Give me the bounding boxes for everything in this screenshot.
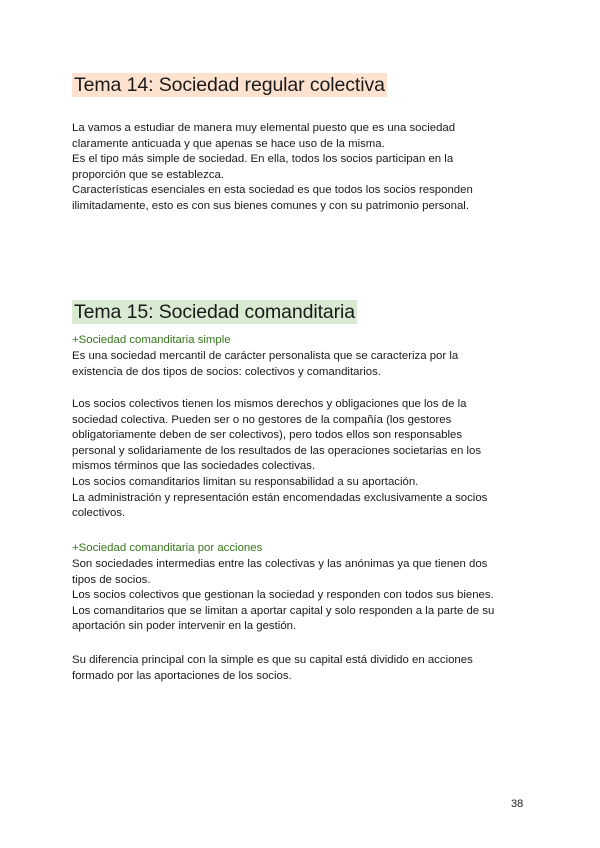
simple-body-paragraph: Los socios colectivos tienen los mismos derechos y obligaciones que los de la sociedad colectiva. Pueden ser o no gestores de la compañía (los gestores obligatoriamente deben de ser colectivos), pero todos ellos son responsables personal y solidariamente de los resultados de las operaciones societarias en los mismos términos que las sociedades colectivas. Los socios comanditarios limitan su responsabilidad a su aportación. La administración y representación están encomendadas exclusivamente a socios colectivos. xyxy=(72,398,488,520)
tema14-title: Tema 14: Sociedad regular colectiva xyxy=(74,74,385,96)
tema14-body: La vamos a estudiar de manera muy elemental puesto que es una sociedad claramente anticuada y que apenas se hace uso de la misma. Es el tipo más simple de sociedad. En ella, todos los socios participan en la proporción que se establezca. Características esenciales en esta sociedad es que todos los socios responden ilimitadamente, esto es con sus bienes comunes y con su patrimonio personal. xyxy=(72,122,473,212)
simple-intro-paragraph: Es una sociedad mercantil de carácter personalista que se caracteriza por la existencia de dos tipos de socios: colectivos y comanditarios. xyxy=(72,350,459,378)
subheading-comanditaria-acciones: +Sociedad comanditaria por acciones xyxy=(72,542,263,554)
diferencia-paragraph: Su diferencia principal con la simple es que su capital está dividido en acciones formado por las aportaciones de los socios. xyxy=(72,654,473,682)
acciones-body-paragraph: Son sociedades intermedias entre las colectivas y las anónimas ya que tienen dos tipos de socios. Los socios colectivos que gestionan la sociedad y responden con todos sus bienes. Los comanditarios que se limitan a aportar capital y solo responden a la parte de su aportación sin poder intervenir en la gestión. xyxy=(72,558,495,633)
tema15-title: Tema 15: Sociedad comanditaria xyxy=(74,301,355,323)
page-number: 38 xyxy=(511,798,524,810)
subheading-comanditaria-simple: +Sociedad comanditaria simple xyxy=(72,334,231,346)
